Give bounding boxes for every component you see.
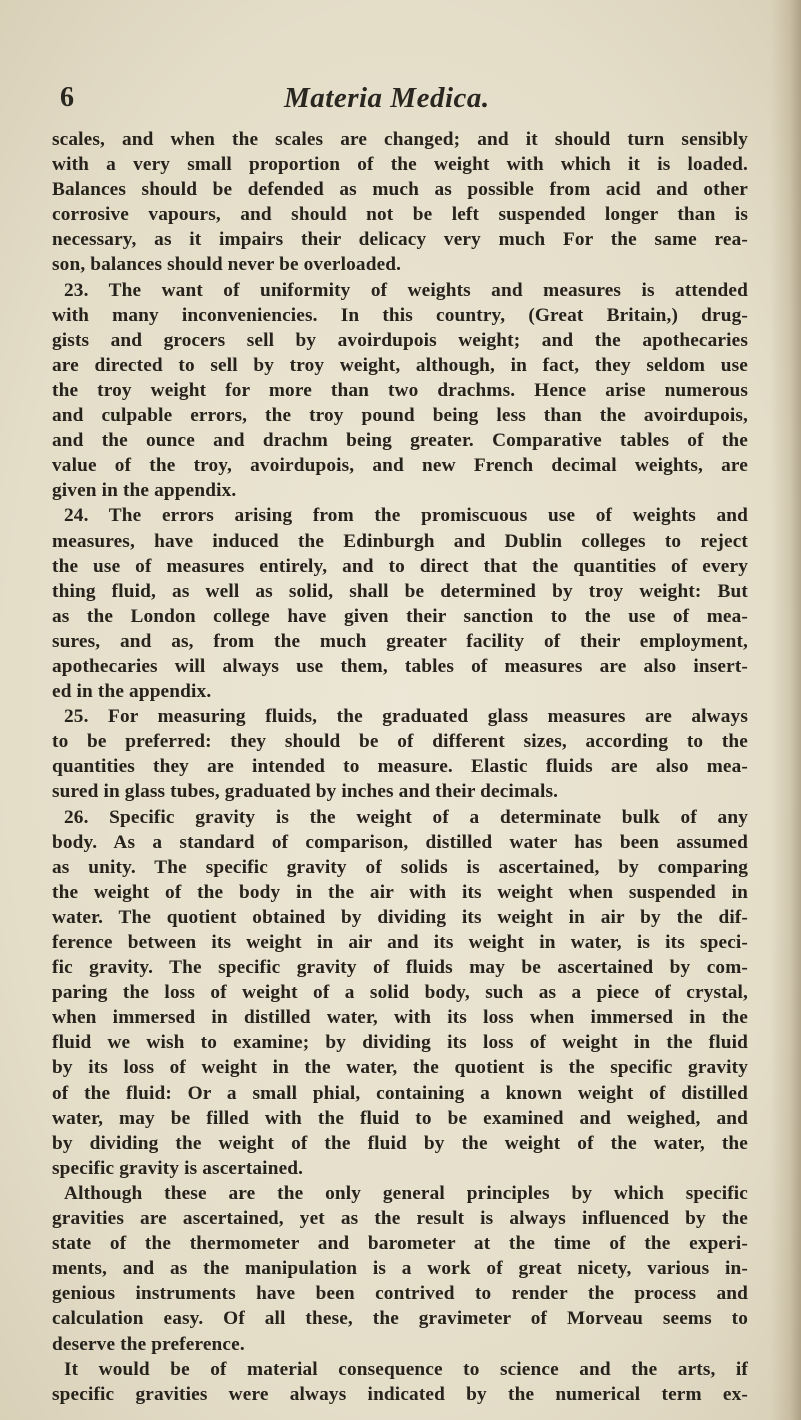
paragraph-26-start: 26. Specific gravity is the weight of a determinate bulk of any (64, 806, 748, 828)
text-line: sures, and as, from the much greater facility of their employment, (52, 630, 748, 652)
text-line: gravities are ascertained, yet as the result is always influenced by the (52, 1208, 748, 1230)
text-line: specific gravity is ascertained. (52, 1157, 304, 1179)
text-line: by its loss of weight in the water, the quotient is the specific gravity (52, 1057, 748, 1079)
text-line: scales, and when the scales are changed; and it should turn sensibly (52, 129, 748, 150)
text-line: gists and grocers sell by avoirdupois weight; and the apothecaries (52, 329, 748, 351)
text-line: sured in glass tubes, graduated by inches and their decimals. (52, 781, 559, 803)
text-line: genious instruments have been contrived to render the process and (52, 1283, 748, 1305)
text-line: fluid we wish to examine; by dividing its loss of weight in the fluid (52, 1032, 748, 1054)
page-header (52, 82, 752, 122)
text-line: with a very small proportion of the weight with which it is loaded. (52, 154, 748, 176)
text-line: and culpable errors, the troy pound being less than the avoirdupois, (52, 405, 748, 427)
paragraph-start: It would be of material consequence to science and the arts, if (64, 1358, 748, 1380)
paragraph-25-start: 25. For measuring fluids, the graduated glass measures are always (64, 706, 748, 728)
text-line: the use of measures entirely, and to direct that the quantities of every (52, 555, 748, 577)
text-line: thing fluid, as well as solid, shall be determined by troy weight: But (52, 580, 748, 602)
page-number: 6 (60, 82, 74, 113)
text-line: as the London college have given their sanction to the use of mea- (52, 605, 748, 627)
text-line: body. As a standard of comparison, distilled water has been assumed (52, 831, 748, 853)
text-line: when immersed in distilled water, with its loss when immersed in the (52, 1007, 748, 1029)
text-line: Balances should be defended as much as possible from acid and other (52, 179, 748, 201)
text-line: necessary, as it impairs their delicacy very much For the same rea- (52, 229, 748, 251)
paragraph-start: Although these are the only general principles by which specific (64, 1182, 748, 1204)
text-line: to be preferred: they should be of different sizes, according to the (52, 731, 748, 753)
body-text (52, 127, 748, 1407)
text-line: son, balances should never be overloaded. (52, 254, 402, 276)
text-line: ments, and as the manipulation is a work of great nicety, various in- (52, 1258, 748, 1280)
text-line: water, may be filled with the fluid to be examined and weighed, and (52, 1107, 748, 1129)
text-line: corrosive vapours, and should not be left suspended longer than is (52, 204, 748, 226)
text-line: ed in the appendix. (52, 681, 212, 703)
text-line: of the fluid: Or a small phial, containing a known weight of distilled (52, 1082, 748, 1104)
text-line: measures, have induced the Edinburgh and Dublin colleges to reject (52, 530, 748, 552)
text-line: paring the loss of weight of a solid body, such as a piece of crystal, (52, 982, 748, 1004)
text-line: apothecaries will always use them, tables of measures are also insert- (52, 655, 748, 677)
text-line: quantities they are intended to measure. Elastic fluids are also mea- (52, 756, 748, 778)
text-line: calculation easy. Of all these, the gravimeter of Morveau seems to (52, 1308, 748, 1330)
running-head: Materia Medica. (284, 82, 490, 114)
text-line: given in the appendix. (52, 480, 237, 502)
text-line: value of the troy, avoirdupois, and new French decimal weights, are (52, 455, 748, 477)
text-line: water. The quotient obtained by dividing its weight in air by the dif- (52, 906, 748, 928)
text-line: and the ounce and drachm being greater. Comparative tables of the (52, 430, 748, 452)
text-line: as unity. The specific gravity of solids is ascertained, by comparing (52, 856, 748, 878)
text-line: deserve the preference. (52, 1333, 245, 1355)
text-line: fic gravity. The specific gravity of fluids may be ascertained by com- (52, 957, 748, 979)
text-line: ference between its weight in air and its weight in water, is its speci- (52, 932, 748, 953)
text-line: the weight of the body in the air with its weight when suspended in (52, 881, 748, 903)
text-line: with many inconveniencies. In this country, (Great Britain,) drug- (52, 304, 748, 326)
text-line: state of the thermometer and barometer at the time of the experi- (52, 1233, 748, 1255)
paragraph-24-start: 24. The errors arising from the promiscuous use of weights and (64, 505, 748, 527)
text-line: specific gravities were always indicated by the numerical term ex- (52, 1383, 748, 1405)
text-line: the troy weight for more than two drachms. Hence arise numerous (52, 379, 748, 401)
text-line: are directed to sell by troy weight, although, in fact, they seldom use (52, 354, 748, 376)
text-line: by dividing the weight of the fluid by the weight of the water, the (52, 1132, 748, 1154)
paragraph-23-start: 23. The want of uniformity of weights and measures is attended (64, 279, 748, 301)
